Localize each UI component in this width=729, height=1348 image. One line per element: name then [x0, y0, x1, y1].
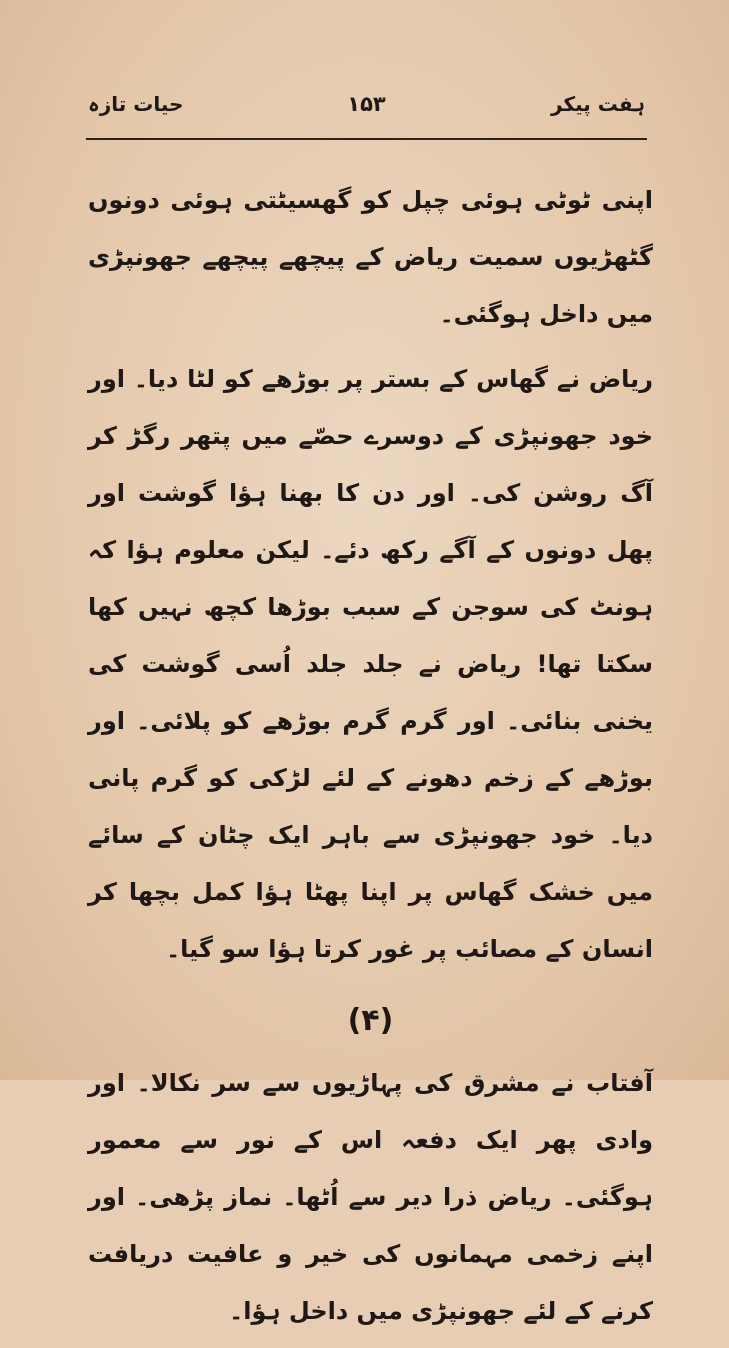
chapter-title: حیات تازہ [88, 92, 184, 116]
paragraph: ریاض نے گھاس کے بستر پر بوڑھے کو لٹا دیا۔ اور خود جھونپڑی کے دوسرے حصّے میں پتھر رگڑ کر آگ روشن کی۔ اور دن کا بھنا ہؤا گوشت اور پھل دونوں کے آگے رکھ دئے۔ لیکن معلوم ہؤا کہ ہونٹ کی سوجن کے سبب بوڑھا کچھ نہیں کھا سکتا تھا! ریاض نے جلد جلد اُسی گوشت کی یخنی بنائی۔ اور گرم گرم بوڑھے کو پلائی۔ اور بوڑھے کے زخم دھونے کے لئے لڑکی کو گرم پانی دیا۔ خود جھونپڑی سے باہر ایک چٹان کے سائے میں خشک گھاس پر اپنا پھٹا ہؤا کمل بچھا کر انسان کے مصائب پر غور کرتا ہؤا سو گیا۔ [88, 365, 653, 963]
page-number: ۱۵۳ [347, 92, 386, 116]
section-number: (۴) [347, 1003, 394, 1038]
paragraph: اپنی ٹوٹی ہوئی چپل کو گھسیٹتی ہوئی دونوں گٹھڑیوں سمیت ریاض کے پیچھے پیچھے جھونپڑی میں داخل ہوگئی۔ [88, 186, 653, 328]
running-header [88, 92, 645, 130]
header-rule [86, 138, 647, 140]
page-body [88, 172, 653, 1348]
paragraph: آفتاب نے مشرق کی پہاڑیوں سے سر نکالا۔ اور وادی پھر ایک دفعہ اس کے نور سے معمور ہوگئی۔ ریاض ذرا دیر سے اُٹھا۔ نماز پڑھی۔ اور اپنے زخمی مہمانوں کی خیر و عافیت دریافت کرنے کے لئے جھونپڑی میں داخل ہؤا۔ [88, 1069, 653, 1325]
book-title: ہفت پیکر [551, 92, 645, 116]
